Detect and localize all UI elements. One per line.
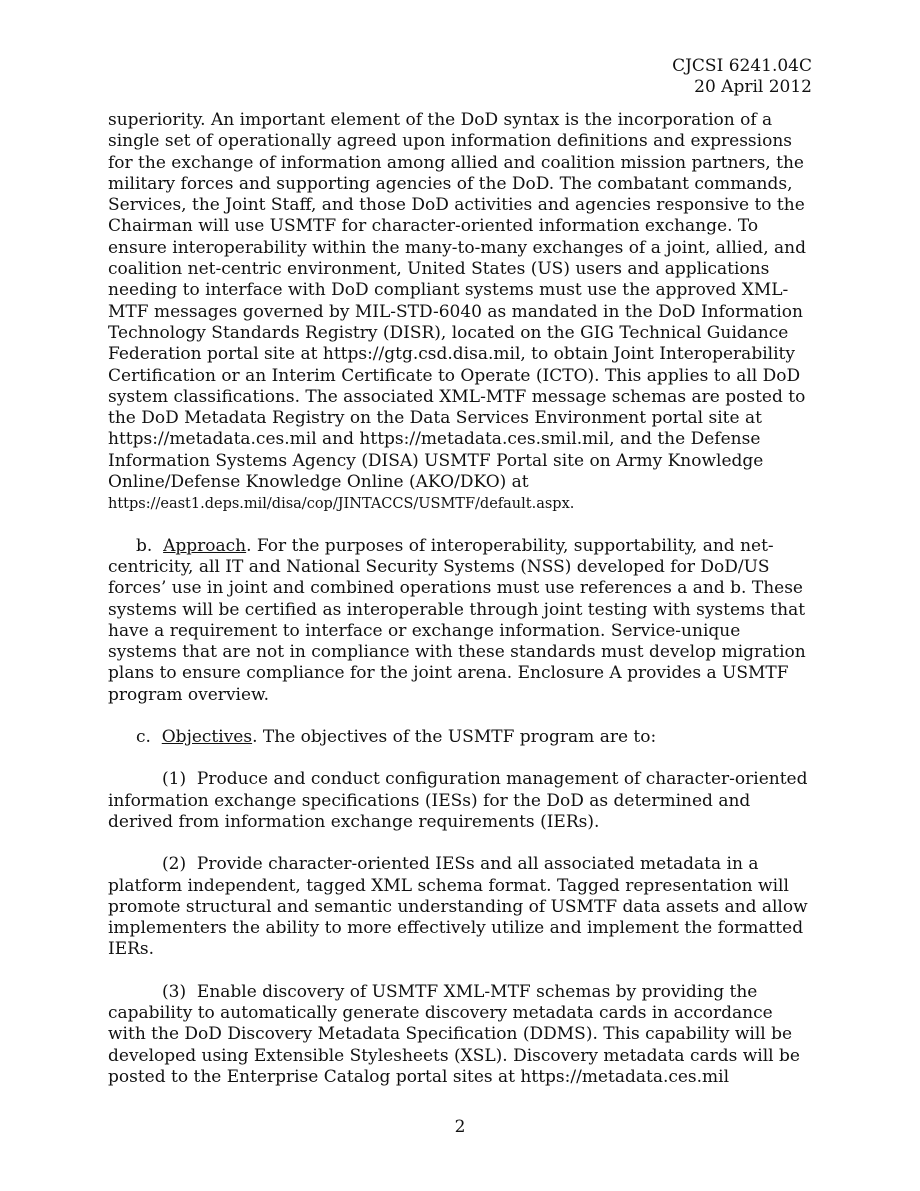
objective-item-marker: (1) bbox=[162, 769, 187, 790]
intro-paragraph bbox=[108, 110, 812, 516]
approach-text: . For the purposes of interoperability, supportability, and net-centricity, all IT and National Security Systems (NSS) developed for DoD/US forces’ use in joint and combined operations must use references a and b. These systems will be certified as interoperable through joint testing with systems that have a requirement to interface or exchange information. Service-unique systems that are not in compliance with these standards must develop migration plans to ensure compliance for the joint arena. Enclosure A provides a USMTF program overview. bbox=[108, 535, 806, 705]
objective-item-marker: (3) bbox=[162, 981, 187, 1002]
document-header bbox=[672, 56, 812, 98]
objective-item-text: Produce and conduct configuration management of character-oriented information exchange specifications (IESs) for the DoD as determined and derived from information exchange requirements (IERs). bbox=[108, 769, 808, 832]
objectives-marker: c. bbox=[136, 727, 151, 748]
objective-item-text: Enable discovery of USMTF XML-MTF schemas by providing the capability to automatically generate discovery metadata cards in accordance with the DoD Discovery Metadata Specification (DDMS). This capability will be developed using Extensible Stylesheets (XSL). Discovery metadata cards will be posted to the Enterprise Catalog portal sites at https://metadata.ces.mil bbox=[108, 981, 800, 1087]
document-id: CJCSI 6241.04C bbox=[672, 56, 812, 76]
objective-item bbox=[108, 769, 812, 833]
objectives-heading: Objectives bbox=[161, 727, 253, 748]
objectives-paragraph bbox=[108, 727, 812, 748]
objective-item-text: Provide character-oriented IESs and all associated metadata in a platform independent, tagged XML schema format. Tagged representation will promote structural and semantic understanding of USMTF data assets and allow implementers the ability to more effectively utilize and implement the formatted IERs. bbox=[108, 854, 808, 960]
objective-item-marker: (2) bbox=[162, 854, 187, 875]
objective-item bbox=[108, 854, 812, 960]
approach-heading: Approach bbox=[163, 535, 247, 556]
approach-marker: b. bbox=[136, 535, 153, 556]
usmtf-portal-url: https://east1.deps.mil/disa/cop/JINTACCS/USMTF/default.aspx. bbox=[108, 496, 575, 513]
approach-paragraph bbox=[108, 536, 812, 706]
page-number: 2 bbox=[454, 1117, 466, 1137]
intro-text: superiority. An important element of the DoD syntax is the incorporation of a single set of operationally agreed upon information definitions and expressions for the exchange of information among allied and coalition mission partners, the military forces and supporting agencies of the DoD. The combatant commands, Services, the Joint Staff, and those DoD activities and agencies responsive to the Chairman will use USMTF for character-oriented information exchange. To ensure interoperability within the many-to-many exchanges of a joint, allied, and coalition net-centric environment, United States (US) users and applications needing to interface with DoD compliant systems must use the approved XML-MTF messages governed by MIL-STD-6040 as mandated in the DoD Information Technology Standards Registry (DISR), located on the GIG Technical Guidance Federation portal site at https://gtg.csd.disa.mil, to obtain Joint Interoperability Certification or an Interim Certificate to Operate (ICTO). This applies to all DoD system classifications. The associated XML-MTF message schemas are posted to the DoD Metadata Registry on the Data Services Environment portal site at https://metadata.ces.mil and https://metadata.ces.smil.mil, and the Defense Information Systems Agency (DISA) USMTF Portal site on Army Knowledge Online/Defense Knowledge Online (AKO/DKO) at bbox=[108, 110, 806, 493]
document-body bbox=[108, 110, 812, 1109]
objective-item bbox=[108, 982, 812, 1088]
objectives-text: . The objectives of the USMTF program are to: bbox=[252, 727, 657, 748]
document-date: 20 April 2012 bbox=[694, 77, 812, 97]
